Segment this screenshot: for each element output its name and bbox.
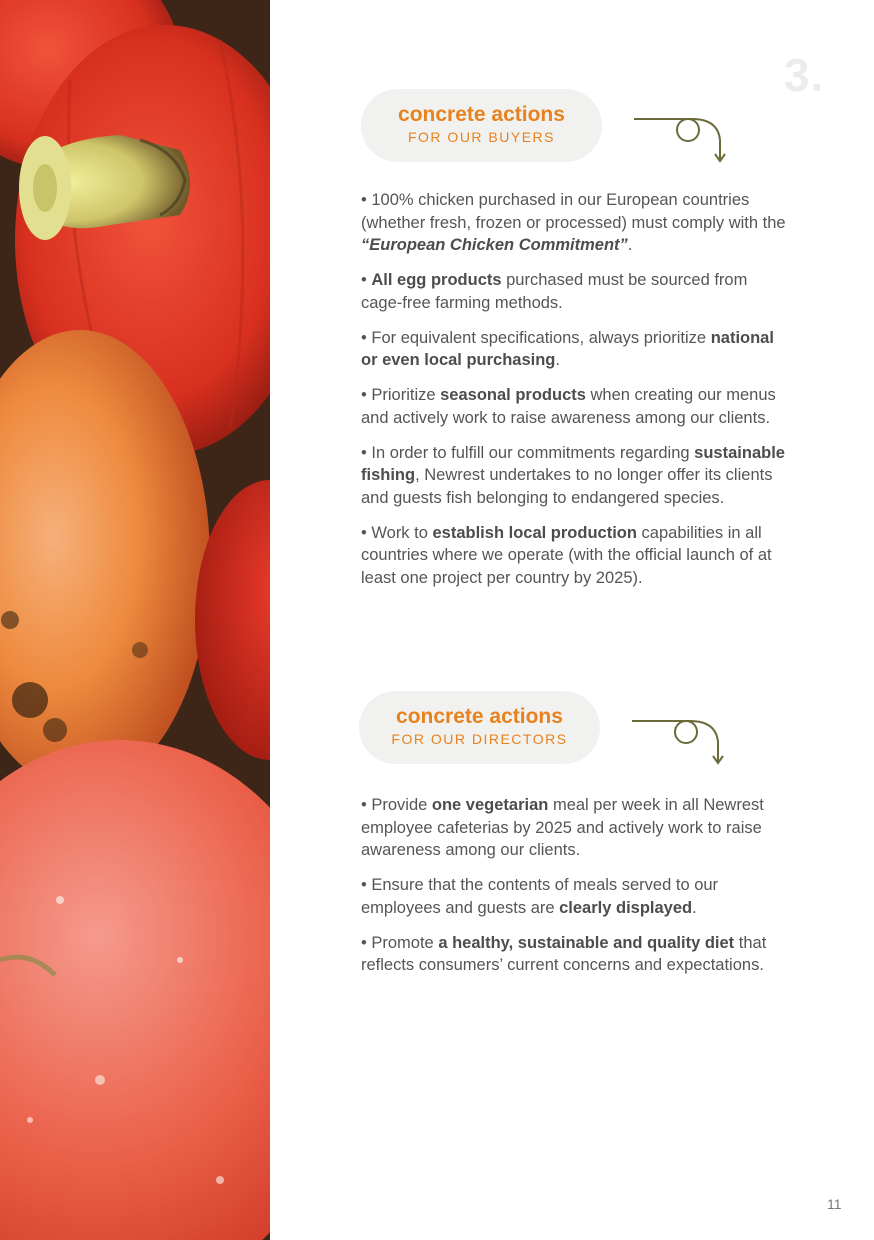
pumpkins-photo — [0, 0, 270, 1240]
bold-text: one vegetarian — [431, 796, 549, 814]
bold-text: clearly displayed — [559, 898, 693, 917]
list-item: • Promote a healthy, sustainable and quality diet that reflects consumers’ current concerns and expectations. — [361, 933, 767, 974]
list-item: • All egg products purchased must be sourced from cage-free farming methods. — [361, 271, 748, 312]
list-item: • For equivalent specifications, always prioritize national or even local purchasing. — [361, 328, 774, 369]
list-item: • Provide one vegetarian meal per week in all Newrest employee cafeterias by 2025 and actively work to raise awareness among our clients. — [361, 796, 764, 859]
curly-arrow-down-icon — [630, 714, 726, 768]
directors-action-list — [361, 794, 791, 989]
buyers-action-list — [361, 189, 791, 602]
bold-text: establish local production — [432, 523, 637, 542]
bold-text: seasonal products — [440, 386, 586, 404]
section-number: 3. — [784, 49, 825, 101]
emphasis-text: “European Chicken Commitment” — [361, 236, 628, 254]
directors-heading-subtitle: FOR OUR DIRECTORS — [391, 731, 568, 747]
directors-heading-pill — [359, 691, 600, 764]
list-item: • Work to establish local production capabilities in all countries where we operate (with the official launch of at least one project per country by 2025). — [361, 523, 772, 587]
buyers-heading-subtitle: FOR OUR BUYERS — [407, 129, 555, 145]
list-item: • Prioritize seasonal products when creating our menus and actively work to raise awareness among our clients. — [361, 386, 776, 427]
list-item: • 100% chicken purchased in our European countries (whether fresh, frozen or processed) must comply with the “European Chicken Commitment”. — [361, 191, 786, 254]
buyers-heading-title: concrete actions — [398, 103, 565, 126]
bold-text: All egg products — [371, 271, 502, 289]
page-number: 11 — [827, 1196, 842, 1212]
curly-arrow-down-icon — [632, 112, 728, 166]
list-item: • In order to fulfill our commitments regarding sustainable fishing, Newrest undertakes to no longer offer its clients and guests fish belonging to endangered species. — [361, 443, 785, 507]
buyers-heading-pill — [361, 89, 602, 162]
directors-heading-title: concrete actions — [396, 705, 563, 728]
bold-text: sustainable fishing — [361, 443, 785, 484]
list-item: • Ensure that the contents of meals served to our employees and guests are clearly displayed. — [361, 876, 719, 917]
bold-text: national or even local purchasing — [361, 328, 774, 369]
bold-text: a healthy, sustainable and quality diet — [438, 933, 735, 952]
